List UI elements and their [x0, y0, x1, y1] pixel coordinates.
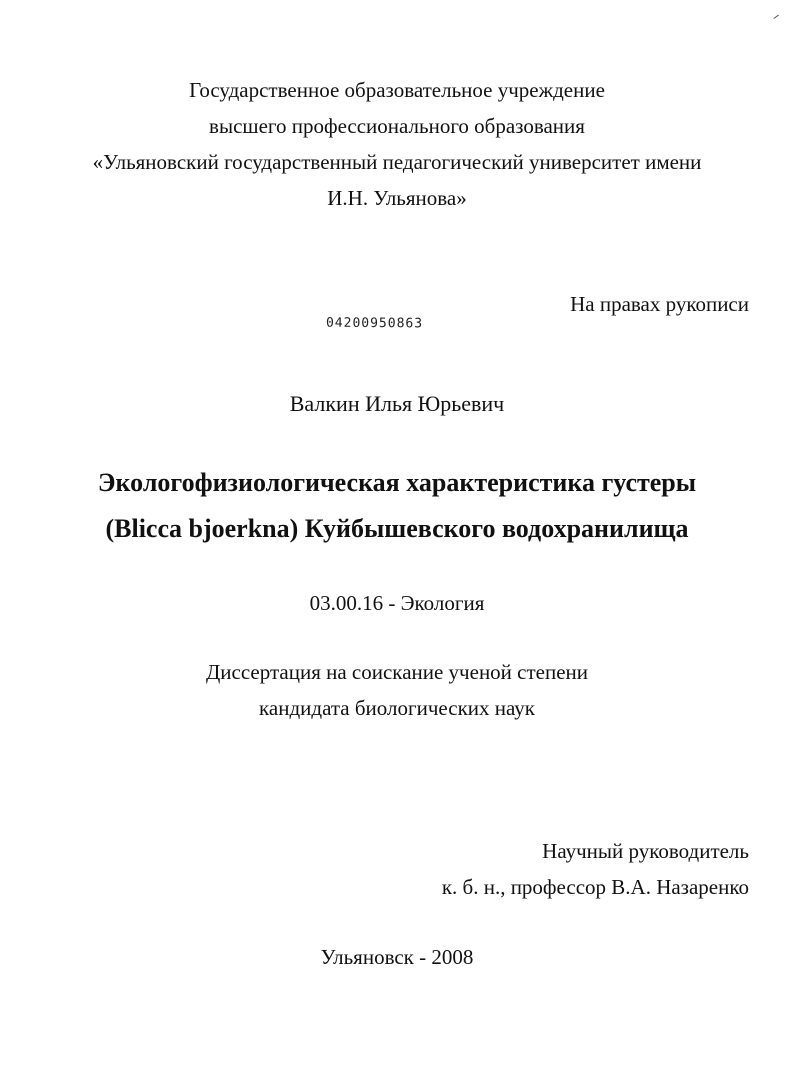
degree-line-2: кандидата биологических наук — [259, 696, 535, 720]
catalog-number-stamp: 04200950863 — [325, 315, 424, 332]
manuscript-note: На правах рукописи — [570, 292, 749, 316]
institution-line-1: Государственное образовательное учреждение — [189, 78, 605, 102]
dissertation-title-line-1: Экологофизиологическая характеристика густеры — [97, 468, 697, 497]
supervisor-label: Научный руководитель — [542, 839, 749, 863]
supervisor-name: к. б. н., профессор В.А. Назаренко — [441, 875, 749, 899]
institution-line-3: «Ульяновский государственный педагогический университет имени — [92, 150, 702, 174]
place-and-year: Ульяновск - 2008 — [320, 945, 474, 969]
dissertation-title-line-2: (Blicca bjoerkna) Куйбышевского водохранилища — [105, 514, 689, 543]
specialty-code: 03.00.16 - Экология — [309, 591, 485, 615]
institution-line-4: И.Н. Ульянова» — [327, 186, 467, 210]
degree-line-1: Диссертация на соискание ученой степени — [205, 660, 589, 684]
institution-line-2: высшего профессионального образования — [209, 114, 585, 138]
author-name: Валкин Илья Юрьевич — [289, 391, 505, 416]
scan-mark — [773, 15, 780, 22]
